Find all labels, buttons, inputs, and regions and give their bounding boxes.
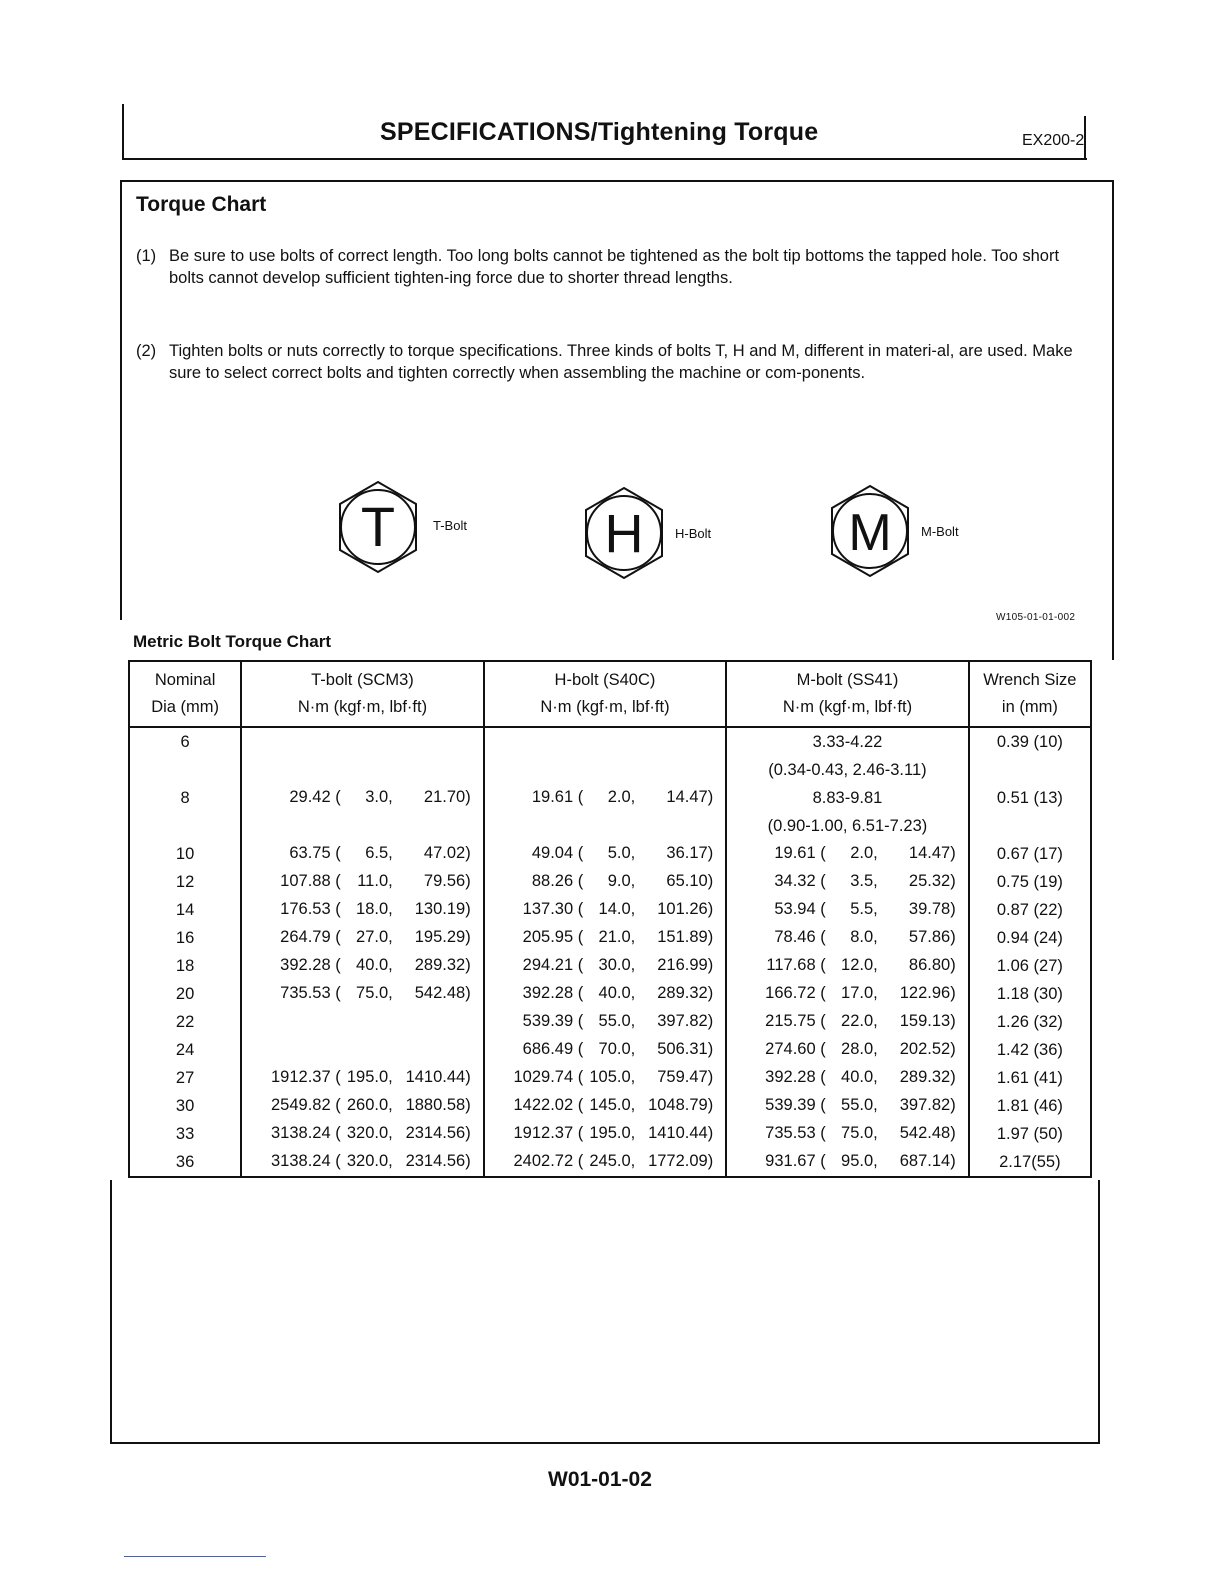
torque-value: 5.5, [850, 900, 878, 918]
torque-value: 75.0, [356, 984, 393, 1002]
torque-value: 392.28 ( [522, 984, 584, 1002]
torque-value: 2.0, [607, 788, 636, 806]
page-number: W01-01-02 [548, 1468, 652, 1491]
torque-value: 542.48) [414, 984, 471, 1002]
cell-m-bolt [726, 1064, 969, 1092]
torque-value: 2314.56) [405, 1152, 471, 1170]
cell-m-bolt [726, 1092, 969, 1120]
torque-range: (0.90-1.00, 6.51-7.23) [767, 816, 928, 835]
header-wrench-size: Wrench Size in (mm) [969, 661, 1091, 727]
torque-value: 1410.44) [648, 1124, 714, 1142]
cell-wrench-size [969, 756, 1091, 784]
bolt-letter: H [604, 504, 644, 564]
cell-m-bolt [726, 1120, 969, 1148]
page-title: SPECIFICATIONS/Tightening Torque [380, 118, 819, 146]
table-row [129, 727, 1091, 756]
cell-m-bolt [726, 980, 969, 1008]
torque-value: 735.53 ( [765, 1124, 826, 1142]
cell-wrench-size: 1.26 (32) [969, 1008, 1091, 1036]
torque-value: 1880.58) [405, 1096, 471, 1114]
torque-value: 21.70) [423, 788, 471, 806]
torque-value: 397.82) [899, 1096, 956, 1114]
paragraph-text: Tighten bolts or nuts correctly to torque specifications. Three kinds of bolts T, H and M, different in materi-al, are used. Make sure to select correct bolts and tighten correctly when assembling the machine or com-ponents. [169, 342, 1073, 382]
paragraph-number: (1) [136, 247, 157, 265]
cell-m-bolt [726, 840, 969, 868]
torque-value: 19.61 ( [774, 844, 826, 862]
frame-right-rule [1112, 180, 1114, 660]
torque-value: 1410.44) [405, 1068, 471, 1086]
torque-value: 151.89) [657, 928, 714, 946]
cell-t-bolt [241, 756, 484, 784]
cell-wrench-size: 1.97 (50) [969, 1120, 1091, 1148]
cell-h-bolt [484, 812, 727, 840]
cell-m-bolt [726, 1148, 969, 1177]
torque-value: 392.28 ( [765, 1068, 826, 1086]
cell-h-bolt [484, 784, 727, 812]
cell-t-bolt [241, 1148, 484, 1177]
torque-value: 40.0, [356, 956, 393, 974]
header-t-bolt: T-bolt (SCM3) N·m (kgf·m, lbf·ft) [241, 661, 484, 727]
torque-value: 1912.37 ( [513, 1124, 584, 1142]
torque-value: 215.75 ( [765, 1012, 826, 1030]
torque-value: 245.0, [589, 1152, 636, 1170]
torque-value: 34.32 ( [774, 872, 826, 890]
paragraph-text: Be sure to use bolts of correct length. Too long bolts cannot be tightened as the bolt tip bottoms the tapped hole. Too short bolts cannot develop sufficient tighten-ing force due to shorter thread lengths. [169, 247, 1060, 287]
torque-value: 931.67 ( [765, 1152, 826, 1170]
doc-code: EX200-2 [1022, 132, 1085, 149]
header-bottom-rule [122, 158, 1087, 160]
header-m-bolt: M-bolt (SS41) N·m (kgf·m, lbf·ft) [726, 661, 969, 727]
cell-nominal-dia: 12 [129, 868, 241, 896]
torque-value: 40.0, [841, 1068, 878, 1086]
header-h-bolt: H-bolt (S40C) N·m (kgf·m, lbf·ft) [484, 661, 727, 727]
cell-t-bolt [241, 1036, 484, 1064]
torque-value: 5.0, [607, 844, 636, 862]
torque-value: 2402.72 ( [513, 1152, 584, 1170]
cell-m-bolt [726, 756, 969, 784]
cell-t-bolt [241, 952, 484, 980]
cell-nominal-dia: 10 [129, 840, 241, 868]
torque-value: 759.47) [657, 1068, 714, 1086]
table-row [129, 896, 1091, 924]
frame-top-rule [120, 180, 1114, 182]
cell-h-bolt [484, 896, 727, 924]
cell-h-bolt [484, 868, 727, 896]
section-title: Torque Chart [136, 193, 267, 216]
cell-m-bolt [726, 952, 969, 980]
cell-nominal-dia: 22 [129, 1008, 241, 1036]
cell-h-bolt [484, 952, 727, 980]
cell-nominal-dia: 6 [129, 727, 241, 756]
cell-nominal-dia [129, 756, 241, 784]
torque-value: 1912.37 ( [270, 1068, 341, 1086]
cell-h-bolt [484, 756, 727, 784]
table-row [129, 840, 1091, 868]
cell-t-bolt [241, 1064, 484, 1092]
cell-m-bolt [726, 784, 969, 812]
torque-value: 289.32) [899, 1068, 956, 1086]
cell-t-bolt [241, 1008, 484, 1036]
table-row [129, 952, 1091, 980]
bolt-letter: M [848, 504, 892, 562]
torque-value: 3138.24 ( [270, 1152, 341, 1170]
frame-right-lower-rule [1098, 1180, 1100, 1443]
torque-value: 63.75 ( [289, 844, 341, 862]
torque-value: 107.88 ( [280, 872, 341, 890]
torque-value: 12.0, [841, 956, 878, 974]
bottom-rule [124, 1556, 266, 1557]
torque-value: 28.0, [841, 1040, 878, 1058]
cell-nominal-dia: 27 [129, 1064, 241, 1092]
torque-value: 1029.74 ( [513, 1068, 584, 1086]
cell-nominal-dia: 24 [129, 1036, 241, 1064]
torque-value: 289.32) [657, 984, 714, 1002]
t-bolt-label: T-Bolt [433, 518, 467, 533]
paragraph-1 [136, 245, 1086, 295]
cell-m-bolt [726, 896, 969, 924]
torque-value: 9.0, [607, 872, 636, 890]
cell-wrench-size: 1.42 (36) [969, 1036, 1091, 1064]
torque-value: 25.32) [908, 872, 956, 890]
table-row [129, 784, 1091, 812]
paragraph-2 [136, 340, 1086, 410]
torque-value: 205.95 ( [522, 928, 584, 946]
torque-value: 18.0, [356, 900, 393, 918]
cell-wrench-size: 0.94 (24) [969, 924, 1091, 952]
cell-h-bolt [484, 840, 727, 868]
torque-value: 397.82) [657, 1012, 714, 1030]
cell-m-bolt [726, 924, 969, 952]
cell-nominal-dia [129, 812, 241, 840]
torque-value: 86.80) [908, 956, 956, 974]
table-row [129, 1148, 1091, 1177]
cell-nominal-dia: 30 [129, 1092, 241, 1120]
cell-t-bolt [241, 980, 484, 1008]
cell-h-bolt [484, 1092, 727, 1120]
cell-wrench-size: 1.61 (41) [969, 1064, 1091, 1092]
cell-h-bolt [484, 1036, 727, 1064]
torque-value: 122.96) [899, 984, 956, 1002]
cell-h-bolt [484, 1008, 727, 1036]
cell-m-bolt [726, 868, 969, 896]
cell-t-bolt [241, 868, 484, 896]
h-bolt-label: H-Bolt [675, 526, 712, 541]
torque-range: (0.34-0.43, 2.46-3.11) [768, 760, 927, 779]
cell-h-bolt [484, 1120, 727, 1148]
cell-h-bolt [484, 924, 727, 952]
cell-h-bolt [484, 1064, 727, 1092]
cell-t-bolt [241, 924, 484, 952]
torque-value: 40.0, [598, 984, 636, 1002]
torque-value: 202.52) [899, 1040, 956, 1058]
cell-m-bolt [726, 812, 969, 840]
torque-value: 29.42 ( [289, 788, 341, 806]
torque-value: 137.30 ( [522, 900, 584, 918]
cell-wrench-size: 0.87 (22) [969, 896, 1091, 924]
torque-value: 55.0, [598, 1012, 636, 1030]
table-row [129, 1036, 1091, 1064]
cell-wrench-size: 0.67 (17) [969, 840, 1091, 868]
table-row [129, 1120, 1091, 1148]
cell-wrench-size: 1.18 (30) [969, 980, 1091, 1008]
frame-bottom-rule [110, 1442, 1100, 1444]
torque-value: 14.47) [666, 788, 714, 806]
torque-value: 117.68 ( [766, 956, 826, 974]
torque-value: 70.0, [598, 1040, 636, 1058]
torque-value: 539.39 ( [765, 1096, 826, 1114]
torque-value: 289.32) [414, 956, 471, 974]
torque-value: 39.78) [908, 900, 956, 918]
cell-h-bolt [484, 727, 727, 756]
torque-value: 735.53 ( [280, 984, 341, 1002]
torque-value: 392.28 ( [280, 956, 341, 974]
torque-value: 19.61 ( [531, 788, 584, 806]
torque-value: 11.0, [357, 872, 393, 890]
torque-value: 6.5, [365, 844, 393, 862]
torque-value: 3.5, [850, 872, 878, 890]
torque-value: 294.21 ( [522, 956, 584, 974]
torque-value: 57.86) [908, 928, 956, 946]
table-row [129, 980, 1091, 1008]
cell-wrench-size: 0.75 (19) [969, 868, 1091, 896]
m-bolt-label: M-Bolt [921, 524, 959, 539]
cell-wrench-size: 0.39 (10) [969, 727, 1091, 756]
cell-nominal-dia: 8 [129, 784, 241, 812]
cell-wrench-size: 2.17(55) [969, 1148, 1091, 1177]
torque-value: 195.0, [346, 1068, 393, 1086]
torque-value: 687.14) [899, 1152, 956, 1170]
cell-h-bolt [484, 980, 727, 1008]
torque-value: 216.99) [657, 956, 714, 974]
torque-value: 47.02) [423, 844, 471, 862]
table-row [129, 1092, 1091, 1120]
torque-value: 95.0, [841, 1152, 878, 1170]
torque-value: 17.0, [841, 984, 878, 1002]
torque-range: 8.83-9.81 [812, 788, 883, 807]
torque-value: 2.0, [850, 844, 878, 862]
cell-wrench-size: 1.06 (27) [969, 952, 1091, 980]
t-bolt-head-icon [330, 478, 426, 576]
table-header-row [129, 661, 1091, 727]
torque-value: 320.0, [346, 1124, 393, 1142]
cell-m-bolt [726, 1008, 969, 1036]
cell-wrench-size: 0.51 (13) [969, 784, 1091, 812]
torque-value: 506.31) [657, 1040, 714, 1058]
torque-value: 53.94 ( [774, 900, 826, 918]
header-left-rule [122, 104, 124, 159]
table-row [129, 1064, 1091, 1092]
bolt-letter: T [360, 495, 396, 558]
m-bolt-head-icon [822, 482, 918, 580]
cell-t-bolt [241, 812, 484, 840]
cell-nominal-dia: 20 [129, 980, 241, 1008]
torque-value: 22.0, [841, 1012, 878, 1030]
torque-value: 1772.09) [648, 1152, 714, 1170]
cell-nominal-dia: 16 [129, 924, 241, 952]
cell-t-bolt [241, 784, 484, 812]
torque-value: 14.47) [908, 844, 956, 862]
torque-value: 1048.79) [648, 1096, 714, 1114]
torque-value: 30.0, [598, 956, 636, 974]
cell-t-bolt [241, 896, 484, 924]
torque-value: 176.53 ( [280, 900, 341, 918]
cell-t-bolt [241, 727, 484, 756]
torque-value: 49.04 ( [531, 844, 584, 862]
torque-value: 79.56) [423, 872, 471, 890]
paragraph-number: (2) [136, 342, 157, 360]
torque-value: 130.19) [414, 900, 471, 918]
torque-value: 166.72 ( [765, 984, 826, 1002]
torque-value: 55.0, [841, 1096, 878, 1114]
torque-value: 320.0, [346, 1152, 393, 1170]
table-row [129, 812, 1091, 840]
torque-value: 21.0, [598, 928, 636, 946]
torque-value: 274.60 ( [765, 1040, 826, 1058]
table-title: Metric Bolt Torque Chart [133, 632, 332, 651]
torque-value: 2549.82 ( [270, 1096, 341, 1114]
torque-value: 27.0, [356, 928, 393, 946]
torque-value: 36.17) [666, 844, 714, 862]
cell-h-bolt [484, 1148, 727, 1177]
h-bolt-head-icon [576, 484, 672, 582]
table-row [129, 868, 1091, 896]
torque-value: 101.26) [657, 900, 714, 918]
cell-nominal-dia: 18 [129, 952, 241, 980]
torque-value: 539.39 ( [522, 1012, 584, 1030]
torque-value: 75.0, [841, 1124, 878, 1142]
cell-wrench-size [969, 812, 1091, 840]
torque-value: 88.26 ( [531, 872, 584, 890]
table-row [129, 924, 1091, 952]
torque-value: 264.79 ( [280, 928, 341, 946]
cell-t-bolt [241, 1120, 484, 1148]
torque-value: 260.0, [346, 1096, 393, 1114]
torque-value: 8.0, [850, 928, 878, 946]
torque-value: 3138.24 ( [270, 1124, 341, 1142]
torque-value: 2314.56) [405, 1124, 471, 1142]
figure-code: W105-01-01-002 [996, 612, 1076, 623]
torque-value: 542.48) [899, 1124, 956, 1142]
torque-value: 65.10) [666, 872, 714, 890]
torque-value: 105.0, [589, 1068, 636, 1086]
torque-value: 195.29) [414, 928, 471, 946]
cell-t-bolt [241, 1092, 484, 1120]
torque-table [128, 660, 1092, 1178]
table-row [129, 1008, 1091, 1036]
torque-value: 3.0, [365, 788, 393, 806]
frame-left-lower-rule [110, 1180, 112, 1443]
cell-nominal-dia: 36 [129, 1148, 241, 1177]
cell-m-bolt [726, 727, 969, 756]
table-row [129, 756, 1091, 784]
cell-nominal-dia: 33 [129, 1120, 241, 1148]
header-right-rule [1084, 116, 1086, 160]
torque-value: 686.49 ( [522, 1040, 584, 1058]
cell-t-bolt [241, 840, 484, 868]
torque-value: 14.0, [598, 900, 636, 918]
torque-range: 3.33-4.22 [812, 732, 883, 751]
cell-m-bolt [726, 1036, 969, 1064]
header-nominal: Nominal Dia (mm) [129, 661, 241, 727]
torque-value: 1422.02 ( [513, 1096, 584, 1114]
torque-value: 78.46 ( [774, 928, 826, 946]
torque-value: 145.0, [589, 1096, 636, 1114]
torque-value: 159.13) [899, 1012, 956, 1030]
cell-nominal-dia: 14 [129, 896, 241, 924]
cell-wrench-size: 1.81 (46) [969, 1092, 1091, 1120]
frame-left-rule [120, 180, 122, 620]
torque-value: 195.0, [589, 1124, 636, 1142]
